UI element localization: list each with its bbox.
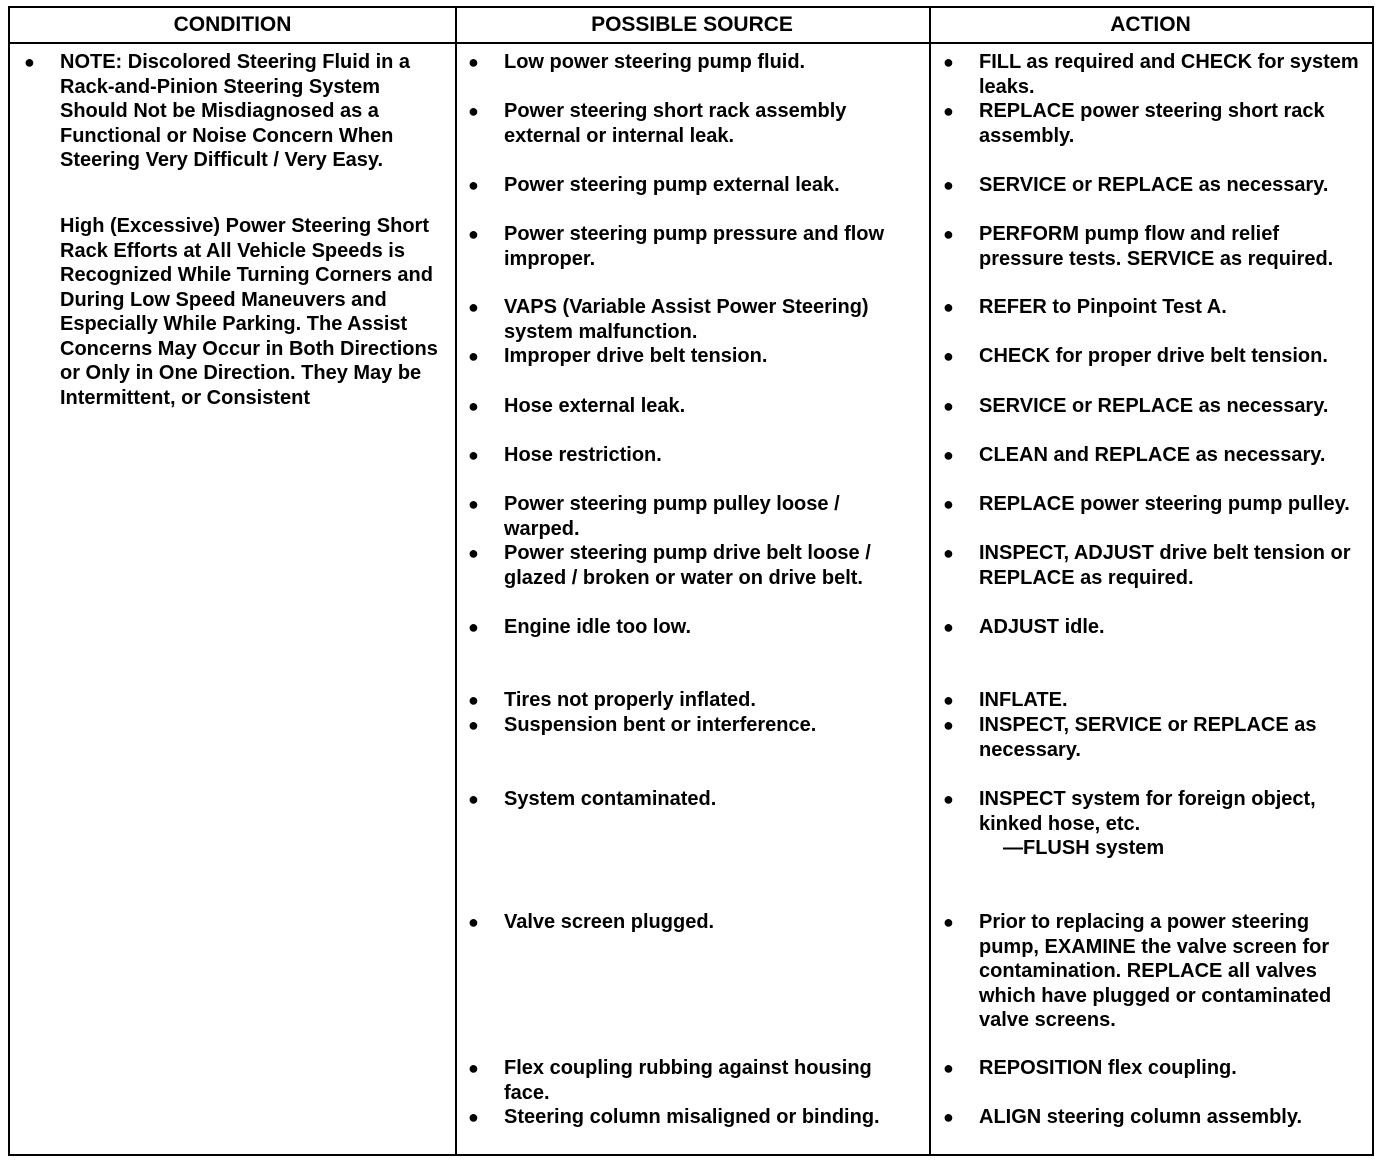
bullet-icon: ● <box>943 445 954 465</box>
source-item: ● Hose restriction. <box>468 444 662 466</box>
condition-note <box>24 50 445 173</box>
bullet-icon: ● <box>468 690 479 710</box>
bullet-icon: ● <box>468 297 479 317</box>
action-item: ● PERFORM pump flow and relief pressure tests. SERVICE as required. <box>943 223 1334 270</box>
header-possible-source: POSSIBLE SOURCE <box>455 8 929 44</box>
action-item: ● FILL as required and CHECK for system leaks. <box>943 51 1359 98</box>
bullet-icon: ● <box>468 445 479 465</box>
source-item: ● Steering column misaligned or binding. <box>468 1106 880 1128</box>
source-item: ● Hose external leak. <box>468 395 686 417</box>
source-item: ● System contaminated. <box>468 788 717 810</box>
bullet-icon: ● <box>468 101 479 121</box>
bullet-icon: ● <box>943 1058 954 1078</box>
column-divider <box>929 8 931 1154</box>
bullet-icon: ● <box>468 789 479 809</box>
source-item: ● Suspension bent or interference. <box>468 714 817 736</box>
source-item: ● Power steering short rack assembly external or internal leak. <box>468 100 847 147</box>
condition-description <box>60 214 445 410</box>
bullet-icon: ● <box>468 912 479 932</box>
bullet-icon: ● <box>943 494 954 514</box>
bullet-icon: ● <box>943 1107 954 1127</box>
bullet-icon: ● <box>943 346 954 366</box>
action-item: ● REFER to Pinpoint Test A. <box>943 296 1227 318</box>
bullet-icon: ● <box>943 297 954 317</box>
bullet-icon: ● <box>943 715 954 735</box>
action-item: ● SERVICE or REPLACE as necessary. <box>943 395 1329 417</box>
diagnosis-table <box>8 6 1374 1156</box>
source-item: ● Improper drive belt tension. <box>468 345 768 367</box>
bullet-icon: ● <box>943 912 954 932</box>
bullet-icon: ● <box>468 396 479 416</box>
action-item: ● CLEAN and REPLACE as necessary. <box>943 444 1326 466</box>
bullet-icon: ● <box>24 52 35 72</box>
bullet-icon: ● <box>468 617 479 637</box>
action-item: ● CHECK for proper drive belt tension. <box>943 345 1328 367</box>
action-item: ● INSPECT, SERVICE or REPLACE as necessary. <box>943 714 1317 761</box>
header-condition: CONDITION <box>10 8 455 44</box>
source-item: ● Power steering pump external leak. <box>468 174 840 196</box>
bullet-icon: ● <box>468 543 479 563</box>
source-item: ● Engine idle too low. <box>468 616 692 638</box>
column-divider <box>455 8 457 1154</box>
action-item: ● REPLACE power steering pump pulley. <box>943 493 1350 515</box>
bullet-icon: ● <box>468 346 479 366</box>
source-item: ● Low power steering pump fluid. <box>468 51 806 73</box>
action-item: ● REPOSITION flex coupling. <box>943 1057 1237 1079</box>
action-item: ● INSPECT, ADJUST drive belt tension or REPLACE as required. <box>943 542 1351 589</box>
bullet-icon: ● <box>468 494 479 514</box>
bullet-icon: ● <box>943 543 954 563</box>
action-item: ● ADJUST idle. <box>943 616 1105 638</box>
action-item: ● ALIGN steering column assembly. <box>943 1106 1303 1128</box>
condition-text: NOTE: Discolored Steering Fluid in a Rack-and-Pinion Steering System Should Not be Misdiagnosed as a Functional or Noise Concern When Steering Very Difficult / Very Easy. <box>60 51 411 171</box>
action-item: ● Prior to replacing a power steering pump, EXAMINE the valve screen for contamination. REPLACE all valves which have plugged or contaminated valve screens. <box>943 911 1332 1031</box>
bullet-icon: ● <box>468 1058 479 1078</box>
source-item: ● Power steering pump pulley loose / warped. <box>468 493 840 540</box>
action-item: ● REPLACE power steering short rack assembly. <box>943 100 1325 147</box>
bullet-icon: ● <box>468 1107 479 1127</box>
bullet-icon: ● <box>943 175 954 195</box>
bullet-icon: ● <box>943 396 954 416</box>
bullet-icon: ● <box>943 789 954 809</box>
bullet-icon: ● <box>468 175 479 195</box>
source-item: ● Valve screen plugged. <box>468 911 715 933</box>
bullet-icon: ● <box>943 52 954 72</box>
bullet-icon: ● <box>943 224 954 244</box>
action-item: ● INSPECT system for foreign object, kinked hose, etc. <box>943 788 1316 835</box>
source-item: ● VAPS (Variable Assist Power Steering) system malfunction. <box>468 296 869 343</box>
action-item: ● SERVICE or REPLACE as necessary. <box>943 174 1329 196</box>
condition-text: High (Excessive) Power Steering Short Rack Efforts at All Vehicle Speeds is Recognized While Turning Corners and During Low Speed Maneuvers and Especially While Parking. The Assist Concerns May Occur in Both Directions or Only in One Direction. They May be Intermittent, or Consistent <box>60 215 438 409</box>
source-item: ● Flex coupling rubbing against housing face. <box>468 1057 872 1104</box>
bullet-icon: ● <box>943 690 954 710</box>
source-item: ● Tires not properly inflated. <box>468 689 756 711</box>
bullet-icon: ● <box>468 224 479 244</box>
bullet-icon: ● <box>468 52 479 72</box>
bullet-icon: ● <box>943 617 954 637</box>
bullet-icon: ● <box>943 101 954 121</box>
source-item: ● Power steering pump pressure and flow improper. <box>468 223 885 270</box>
header-action: ACTION <box>929 8 1372 44</box>
action-item: ● INFLATE. <box>943 689 1068 711</box>
source-item: ● Power steering pump drive belt loose / glazed / broken or water on drive belt. <box>468 542 871 589</box>
bullet-icon: ● <box>468 715 479 735</box>
action-subitem: —FLUSH system <box>1003 837 1165 859</box>
